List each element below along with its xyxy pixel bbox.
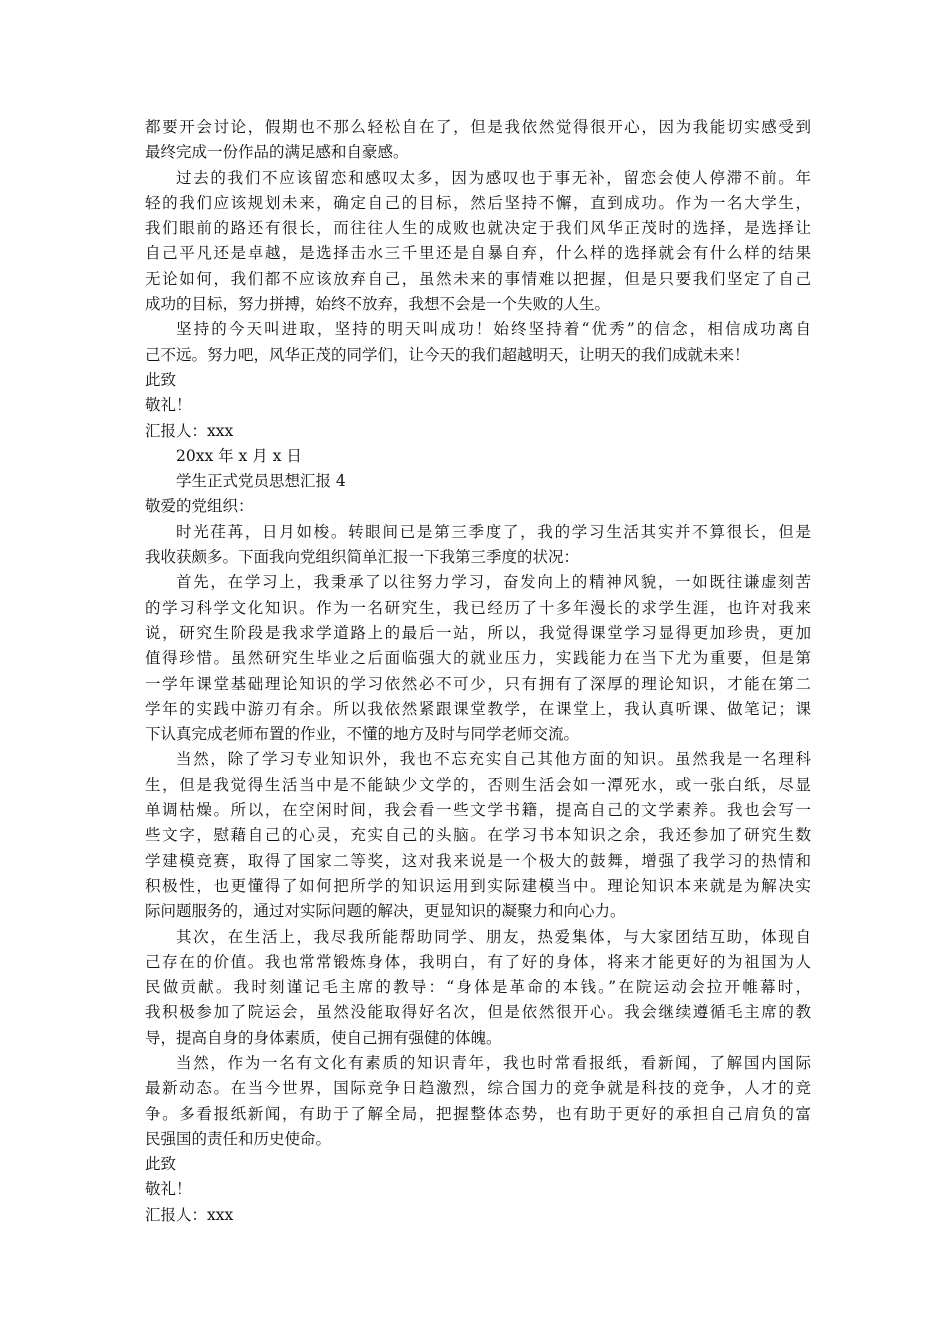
text-line: 最新动态。在当今世界，国际竞争日趋激烈，综合国力的竞争就是科技的竞争，人才的竞 <box>145 1079 811 1098</box>
text-line: 都要开会讨论，假期也不那么轻松自在了，但是我依然觉得很开心，因为我能切实感受到 <box>145 118 811 136</box>
text-line: 其次，在生活上，我尽我所能帮助同学、朋友，热爱集体，与大家团结互助，体现自 <box>176 927 811 946</box>
text-line: 敬礼！ <box>145 1180 192 1199</box>
text-line: 际问题服务的，通过对实际问题的解决，更显知识的凝聚力和向心力。 <box>145 902 626 921</box>
text-line: 首先，在学习上，我秉承了以往努力学习，奋发向上的精神风貌，一如既往谦虚刻苦 <box>176 573 811 592</box>
text-line: 汇报人：xxx <box>145 421 234 440</box>
text-line: 我收获颇多。下面我向党组织简单汇报一下我第三季度的状况： <box>145 548 580 567</box>
text-line: 20xx 年 x 月 x 日 <box>176 446 302 465</box>
text-line: 生，但是我觉得生活当中是不能缺少文学的，否则生活会如一潭死水，或一张白纸，尽显 <box>145 775 811 794</box>
text-line: 己存在的价值。我也常常锻炼身体，我明白，有了好的身体，将来才能更好的为祖国为人 <box>145 952 811 971</box>
text-line: 我们眼前的路还有很长，而往往人生的成败也就决定于我们风华正茂时的选择，是选择让 <box>145 219 811 238</box>
text-line: 当然，作为一名有文化有素质的知识青年，我也时常看报纸，看新闻，了解国内国际 <box>176 1053 811 1072</box>
text-line: 一学年课堂基础理论知识的学习依然必不可少，只有拥有了深厚的理论知识，才能在第二 <box>145 674 811 693</box>
text-line: 单调枯燥。所以，在空闲时间，我会看一些文学书籍，提高自己的文学素养。我也会写一 <box>145 801 811 820</box>
text-line: 最终完成一份作品的满足感和自豪感。 <box>145 143 409 162</box>
text-line: 我积极参加了院运会，虽然没能取得好名次，但是依然很开心。我会继续遵循毛主席的教 <box>145 1003 811 1022</box>
text-line: 自己平凡还是卓越，是选择击水三千里还是自暴自弃，什么样的选择就会有什么样的结果 <box>145 244 811 263</box>
text-line: 学生正式党员思想汇报 4 <box>176 472 346 491</box>
text-line: 无论如何，我们都不应该放弃自己，虽然未来的事情难以把握，但是只要我们坚定了自己 <box>145 269 811 288</box>
text-line: 成功的目标，努力拼搏，始终不放弃，我想不会是一个失败的人生。 <box>145 295 611 314</box>
text-line: 积极性，也更懂得了如何把所学的知识运用到实际建模当中。理论知识本来就是为解决实 <box>145 876 811 895</box>
text-line: 敬礼！ <box>145 396 192 415</box>
text-line: 轻的我们应该规划未来，确定自己的目标，然后坚持不懈，直到成功。作为一名大学生， <box>145 193 811 212</box>
text-line: 过去的我们不应该留恋和感叹太多，因为感叹也于事无补，留恋会使人停滞不前。年 <box>176 168 811 187</box>
text-line: 民强国的责任和历史使命。 <box>145 1129 332 1148</box>
text-line: 说，研究生阶段是我求学道路上的最后一站，所以，我觉得课堂学习显得更加珍贵，更加 <box>145 623 811 642</box>
text-line: 争。多看报纸新闻，有助于了解全局，把握整体态势，也有助于更好的承担自己肩负的富 <box>145 1104 811 1123</box>
text-line: 学建模竞赛，取得了国家二等奖，这对我来说是一个极大的鼓舞，增强了我学习的热情和 <box>145 851 811 870</box>
text-line: 些文字，慰藉自己的心灵，充实自己的头脑。在学习书本知识之余，我还参加了研究生数 <box>145 826 811 845</box>
text-line: 己不远。努力吧，风华正茂的同学们，让今天的我们超越明天，让明天的我们成就未来！ <box>145 345 750 364</box>
text-line: 民做贡献。我时刻谨记毛主席的教导：“身体是革命的本钱。”在院运动会拉开帷幕时， <box>145 978 811 997</box>
text-line: 此致 <box>145 370 177 389</box>
text-line: 时光荏苒，日月如梭。转眼间已是第三季度了，我的学习生活其实并不算很长，但是 <box>176 522 811 541</box>
text-line: 下认真完成老师布置的作业，不懂的地方及时与同学老师交流。 <box>145 725 580 744</box>
text-line: 汇报人：xxx <box>145 1205 234 1224</box>
text-line: 敬爱的党组织： <box>145 497 254 516</box>
text-line: 值得珍惜。虽然研究生毕业之后面临强大的就业压力，实践能力在当下尤为重要，但是第 <box>145 649 811 668</box>
text-line: 当然，除了学习专业知识外，我也不忘充实自己其他方面的知识。虽然我是一名理科 <box>176 750 811 769</box>
text-line: 导，提高自身的身体素质，使自己拥有强健的体魄。 <box>145 1028 502 1047</box>
text-line: 的学习科学文化知识。作为一名研究生，我已经历了十多年漫长的求学生涯，也许对我来 <box>145 598 811 617</box>
text-line: 学年的实践中游刃有余。所以我依然紧跟课堂教学，在课堂上，我认真听课、做笔记；课 <box>145 699 811 718</box>
text-line: 此致 <box>145 1155 177 1174</box>
text-line: 坚持的今天叫进取，坚持的明天叫成功！始终坚持着“优秀”的信念，相信成功离自 <box>176 320 811 339</box>
